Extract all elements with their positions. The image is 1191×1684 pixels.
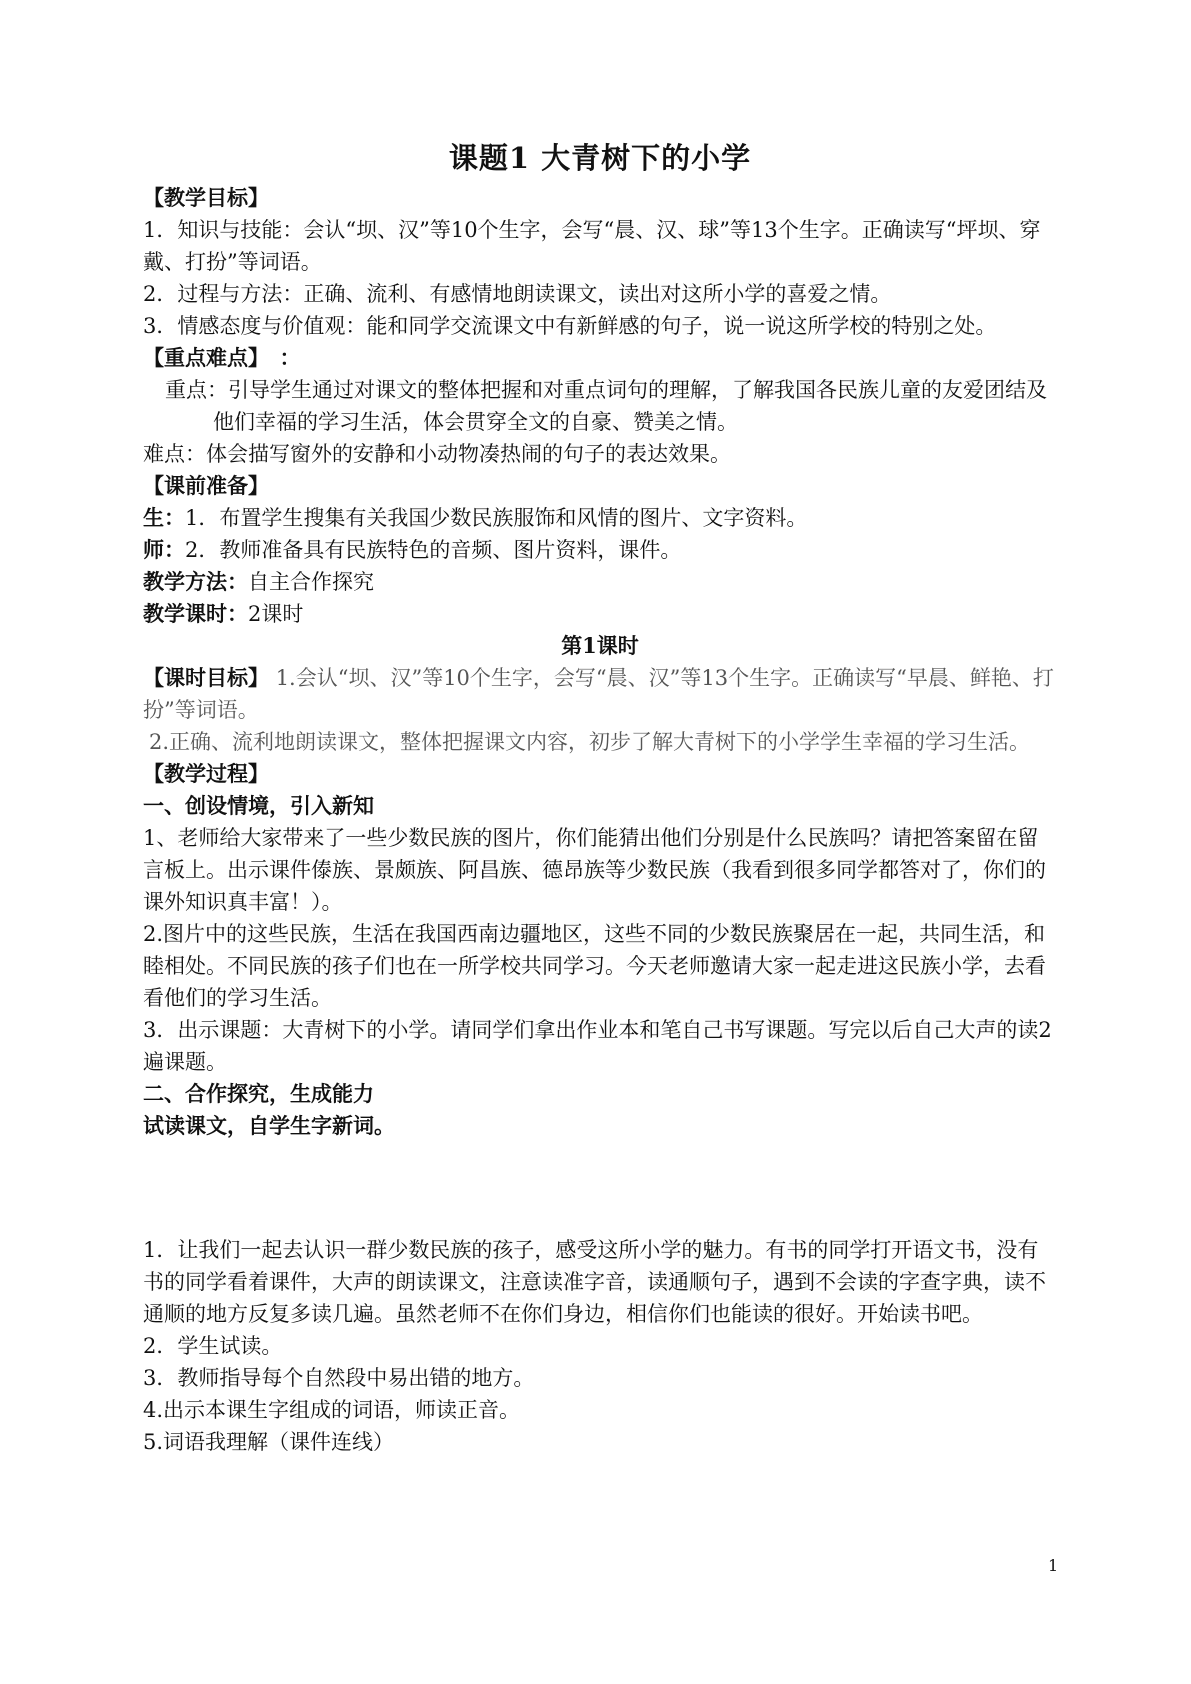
difficult-point: 难点：体会描写窗外的安静和小动物凑热闹的句子的表达效果。	[143, 442, 731, 466]
period-goal-2: 2.正确、流利地朗读课文，整体把握课文内容，初步了解大青树下的小学学生幸福的学习生活。	[149, 730, 1031, 754]
process-step-3: 3．出示课题：大青树下的小学。请同学们拿出作业本和笔自己书写课题。写完以后自己大声的读2遍课题。	[143, 1018, 1052, 1074]
teaching-hours	[143, 598, 1057, 630]
reading-step-5: 5.词语我理解（课件连线）	[143, 1430, 395, 1454]
process-step-2: 2.图片中的这些民族，生活在我国西南边疆地区，这些不同的少数民族聚居在一起，共同生活，和睦相处。不同民族的孩子们也在一所学校共同学习。今天老师邀请大家一起走进这民族小学，去看看他们的学习生活。	[143, 922, 1046, 1010]
period-goal-1-text: 1.会认“坝、汉”等10个生字，会写“晨、汉”等13个生字。正确读写“早晨、鲜艳、打扮”等词语。	[143, 666, 1054, 722]
process-part-1-heading: 一、创设情境，引入新知	[143, 793, 374, 818]
process-step-1: 1、老师给大家带来了一些少数民族的图片，你们能猜出他们分别是什么民族吗？请把答案留在留言板上。出示课件傣族、景颇族、阿昌族、德昂族等少数民族（我看到很多同学都答对了，你们的课外知识真丰富！）。	[143, 826, 1046, 914]
teaching-hours-text: 2课时	[248, 602, 304, 626]
lesson-period-heading: 第1课时	[561, 633, 639, 658]
process-part-2-heading: 二、合作探究，生成能力	[143, 1081, 374, 1106]
reading-step-1: 1．让我们一起去认识一群少数民族的孩子，感受这所小学的魅力。有书的同学打开语文书，没有书的同学看着课件，大声的朗读课文，注意读准字音，读通顺句子，遇到不会读的字查字典，读不通顺的地方反复多读几遍。虽然老师不在你们身边，相信你们也能读的很好。开始读书吧。	[143, 1238, 1046, 1326]
heading-key-points: 【重点难点】 ：	[143, 345, 301, 370]
prep-student-text: 1．布置学生搜集有关我国少数民族服饰和风情的图片、文字资料。	[185, 506, 808, 530]
prep-teacher	[143, 534, 1057, 566]
period-goal-1	[143, 662, 1057, 726]
key-point: 重点：引导学生通过对课文的整体把握和对重点词句的理解，了解我国各民族儿童的友爱团结及他们幸福的学习生活，体会贯穿全文的自豪、赞美之情。	[165, 378, 1047, 434]
prep-teacher-text: 2．教师准备具有民族特色的音频、图片资料，课件。	[185, 538, 682, 562]
prep-student	[143, 502, 1057, 534]
heading-teaching-goals: 【教学目标】	[143, 185, 269, 210]
teaching-method-text: 自主合作探究	[248, 570, 374, 594]
blank-space	[143, 1142, 1057, 1234]
lesson-title: 课题1 大青树下的小学	[448, 141, 752, 175]
prep-student-label: 生：	[143, 505, 185, 530]
goal-item-3: 3．情感态度与价值观：能和同学交流课文中有新鲜感的句子，说一说这所学校的特别之处。	[143, 314, 997, 338]
heading-period-goals: 【课时目标】	[143, 665, 269, 690]
document-body	[143, 138, 1057, 1458]
goal-item-1: 1．知识与技能：会认“坝、汉”等10个生字，会写“晨、汉、球”等13个生字。正确读写“坪坝、穿戴、打扮”等词语。	[143, 218, 1041, 274]
teaching-method	[143, 566, 1057, 598]
heading-preparation: 【课前准备】	[143, 473, 269, 498]
teaching-hours-label: 教学课时：	[143, 601, 248, 626]
heading-teaching-process: 【教学过程】	[143, 761, 269, 786]
process-subheading: 试读课文，自学生字新词。	[143, 1113, 395, 1138]
reading-step-3: 3．教师指导每个自然段中易出错的地方。	[143, 1366, 535, 1390]
goal-item-2: 2．过程与方法：正确、流利、有感情地朗读课文，读出对这所小学的喜爱之情。	[143, 282, 892, 306]
teaching-method-label: 教学方法：	[143, 569, 248, 594]
reading-step-4: 4.出示本课生字组成的词语，师读正音。	[143, 1398, 521, 1422]
page-number: 1	[1048, 1556, 1059, 1575]
reading-step-2: 2．学生试读。	[143, 1334, 283, 1358]
prep-teacher-label: 师：	[143, 537, 185, 562]
